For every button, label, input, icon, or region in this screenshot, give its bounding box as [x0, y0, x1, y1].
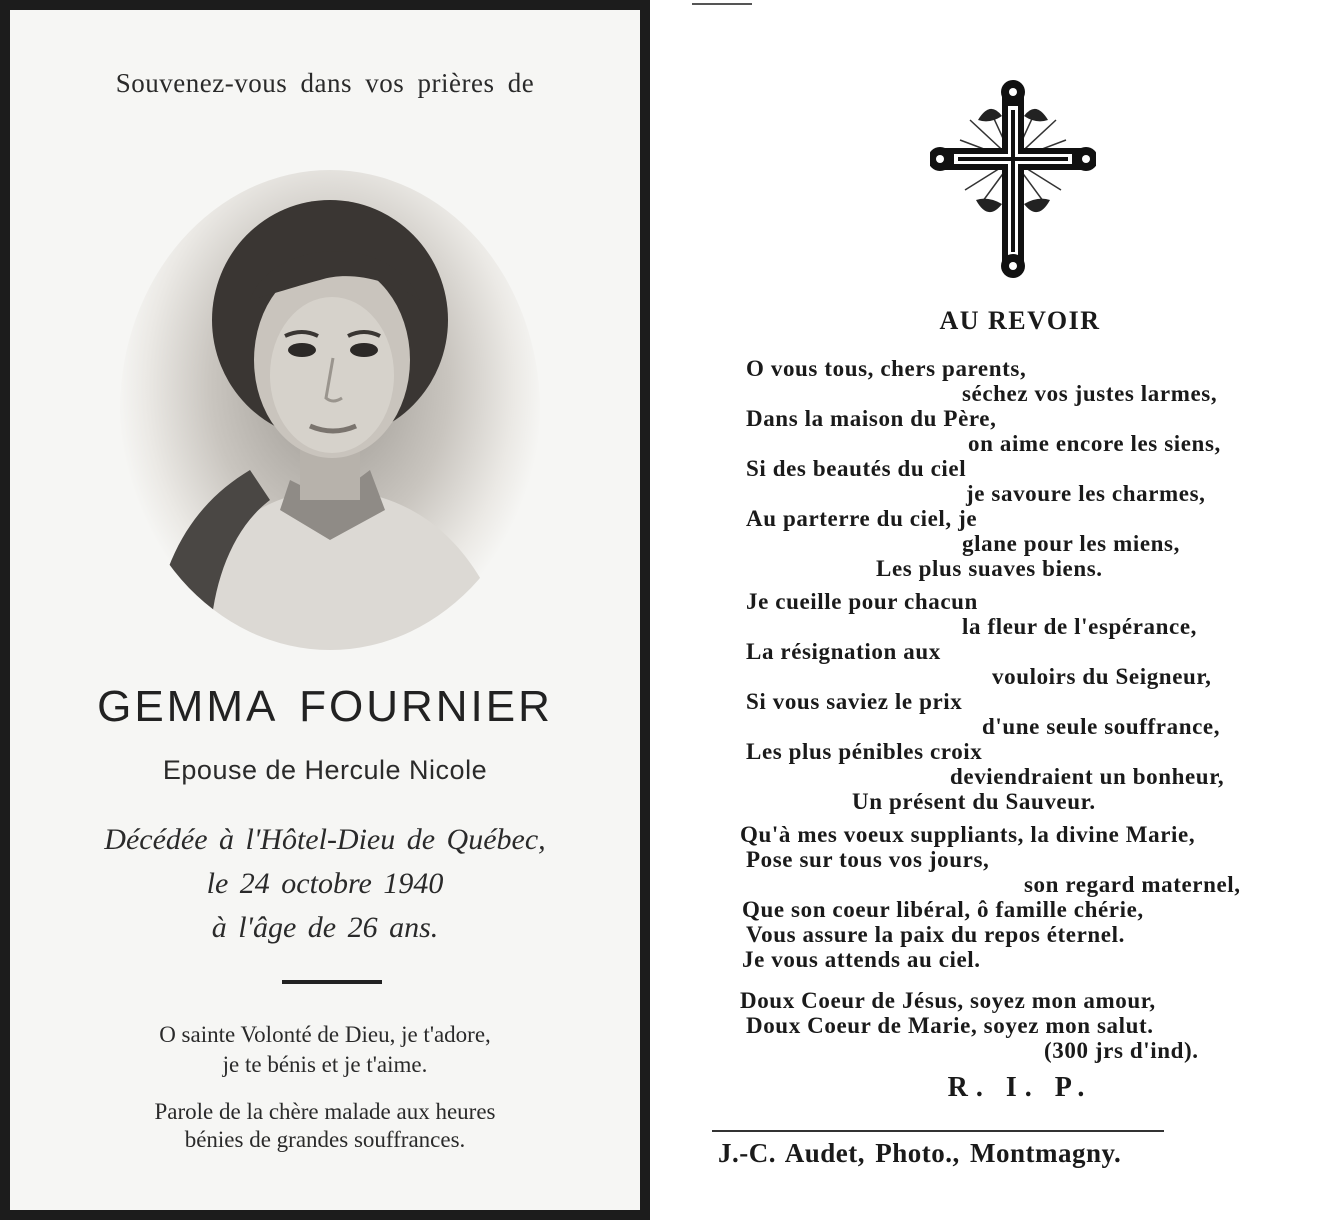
portrait-photo: [120, 170, 540, 650]
poem-line: Qu'à mes voeux suppliants, la divine Marie,: [740, 822, 1196, 847]
poem-line: on aime encore les siens,: [968, 431, 1221, 456]
poem-line: je savoure les charmes,: [966, 481, 1206, 506]
prayer-line: je te bénis et je t'aime.: [222, 1052, 428, 1077]
poem-line: Je vous attends au ciel.: [742, 947, 981, 972]
death-age: à l'âge de 26 ans.: [211, 911, 439, 944]
caption-line: bénies de grandes souffrances.: [184, 1127, 466, 1152]
poem-line: Un présent du Sauveur.: [852, 789, 1096, 814]
death-date: le 24 octobre 1940: [206, 867, 444, 900]
poem-line: Au parterre du ciel, je: [746, 506, 978, 531]
poem-line: la fleur de l'espérance,: [962, 614, 1197, 639]
poem-line: glane pour les miens,: [962, 531, 1180, 556]
poem-line: Que son coeur libéral, ô famille chérie,: [742, 897, 1144, 922]
poem-line: (300 jrs d'ind).: [1044, 1038, 1199, 1063]
poem-line: d'une seule souffrance,: [982, 714, 1221, 739]
poem-line: Doux Coeur de Marie, soyez mon salut.: [746, 1013, 1154, 1038]
portrait-illustration: [120, 170, 540, 650]
poem-line: O vous tous, chers parents,: [746, 356, 1027, 381]
caption-line: Parole de la chère malade aux heures: [154, 1099, 496, 1124]
poem-line: La résignation aux: [746, 639, 941, 664]
poem-line: Dans la maison du Père,: [746, 406, 997, 431]
poem-line: Si vous saviez le prix: [746, 689, 963, 714]
divider-rule: [282, 980, 382, 984]
memorial-card-front: [0, 0, 650, 1220]
poem-title: AU REVOIR: [939, 306, 1101, 335]
scan-mark: [692, 3, 752, 5]
poem-line: Vous assure la paix du repos éternel.: [746, 922, 1125, 947]
card-front-panel: [10, 10, 640, 1210]
cross-icon: [930, 80, 1096, 280]
poem-line: Si des beautés du ciel: [746, 456, 967, 481]
quote-caption: [10, 1098, 640, 1154]
death-details: [10, 818, 640, 950]
remembrance-header: Souvenez-vous dans vos prières de: [115, 68, 535, 98]
spouse-line: Epouse de Hercule Nicole: [162, 755, 488, 785]
poem-line: Pose sur tous vos jours,: [746, 847, 990, 872]
photographer-credit: J.-C. Audet, Photo., Montmagny.: [718, 1138, 1122, 1168]
poem-line: son regard maternel,: [1024, 872, 1241, 897]
poem-line: vouloirs du Seigneur,: [992, 664, 1212, 689]
poem-line: Je cueille pour chacun: [746, 589, 978, 614]
death-place: Décédée à l'Hôtel-Dieu de Québec,: [104, 823, 546, 856]
footer-rule: [712, 1130, 1164, 1132]
rip-text: R. I. P.: [947, 1072, 1093, 1103]
poem-line: Les plus pénibles croix: [746, 739, 983, 764]
poem-line: Les plus suaves biens.: [876, 556, 1103, 581]
deceased-name: GEMMA FOURNIER: [97, 682, 553, 731]
poem-line: Doux Coeur de Jésus, soyez mon amour,: [740, 988, 1156, 1013]
prayer-quote: [10, 1020, 640, 1080]
poem-line: séchez vos justes larmes,: [962, 381, 1218, 406]
poem-line: deviendraient un bonheur,: [950, 764, 1225, 789]
prayer-line: O sainte Volonté de Dieu, je t'adore,: [159, 1022, 491, 1047]
